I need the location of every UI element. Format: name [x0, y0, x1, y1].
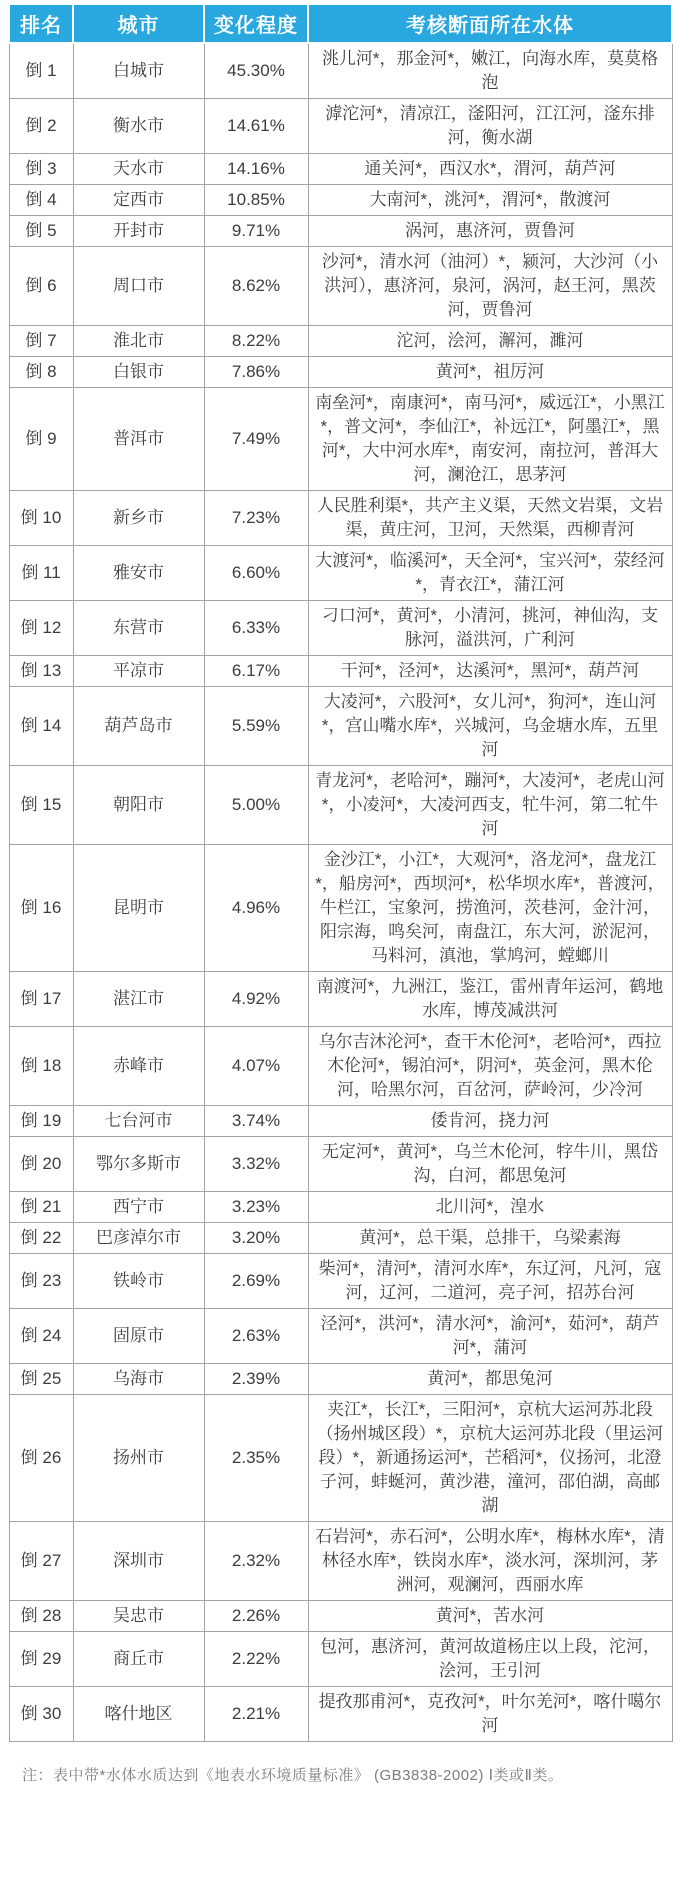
city-cell: 赤峰市: [73, 1027, 204, 1106]
table-row: [9, 154, 672, 185]
waters-cell: 滹沱河*，清凉江，滏阳河，江江河，滏东排河，衡水湖: [308, 99, 672, 154]
waters-cell: 沙河*，清水河（油河）*，颍河，大沙河（小洪河），惠济河，泉河，涡河，赵王河，黑茨河，贾鲁河: [308, 247, 672, 326]
city-cell: 扬州市: [73, 1395, 204, 1522]
table-row: [9, 388, 672, 491]
city-cell: 周口市: [73, 247, 204, 326]
city-cell: 定西市: [73, 185, 204, 216]
rank-cell: 倒 25: [9, 1364, 73, 1395]
table-row: [9, 687, 672, 766]
table-row: [9, 1254, 672, 1309]
waters-cell: 泾河*，洪河*，清水河*，渝河*，茹河*，葫芦河*，蒲河: [308, 1309, 672, 1364]
waters-cell: 南垒河*，南康河*，南马河*，威远江*，小黑江*，普文河*，李仙江*，补远江*，阿墨江*，黑河*，大中河水库*，南安河，南拉河，普洱大河，澜沧江，思茅河: [308, 388, 672, 491]
table-row: [9, 546, 672, 601]
waters-cell: 青龙河*，老哈河*，蹦河*，大凌河*，老虎山河*，小凌河*，大凌河西支，牤牛河，第二牤牛河: [308, 766, 672, 845]
waters-cell: 石岩河*，赤石河*，公明水库*，梅林水库*，清林径水库*，铁岗水库*，淡水河，深圳河，茅洲河，观澜河，西丽水库: [308, 1522, 672, 1601]
rank-cell: 倒 11: [9, 546, 73, 601]
change-cell: 2.39%: [204, 1364, 308, 1395]
rank-cell: 倒 17: [9, 972, 73, 1027]
table-row: [9, 1687, 672, 1742]
change-cell: 2.22%: [204, 1632, 308, 1687]
change-cell: 7.86%: [204, 357, 308, 388]
table-row: [9, 1106, 672, 1137]
city-cell: 深圳市: [73, 1522, 204, 1601]
waters-cell: 黄河*，苦水河: [308, 1601, 672, 1632]
city-cell: 雅安市: [73, 546, 204, 601]
waters-cell: 洮儿河*，那金河*，嫩江，向海水库，莫莫格泡: [308, 43, 672, 99]
waters-cell: 金沙江*，小江*，大观河*，洛龙河*，盘龙江*，船房河*，西坝河*，松华坝水库*，普渡河，牛栏江，宝象河，捞渔河，茨巷河，金汁河，阳宗海，鸣矣河，南盘江，东大河，淤泥河，马料河，滇池，掌鸠河，螳螂川: [308, 845, 672, 972]
change-cell: 7.23%: [204, 491, 308, 546]
column-header-change: 变化程度: [204, 4, 308, 43]
waters-cell: 倭肯河，挠力河: [308, 1106, 672, 1137]
waters-cell: 大凌河*，六股河*，女儿河*，狗河*，连山河*，宫山嘴水库*，兴城河，乌金塘水库，五里河: [308, 687, 672, 766]
city-cell: 西宁市: [73, 1192, 204, 1223]
table-row: [9, 1364, 672, 1395]
change-cell: 45.30%: [204, 43, 308, 99]
rank-cell: 倒 20: [9, 1137, 73, 1192]
city-cell: 铁岭市: [73, 1254, 204, 1309]
change-cell: 6.17%: [204, 656, 308, 687]
change-cell: 2.35%: [204, 1395, 308, 1522]
change-cell: 3.32%: [204, 1137, 308, 1192]
rank-cell: 倒 13: [9, 656, 73, 687]
table-row: [9, 43, 672, 99]
city-cell: 乌海市: [73, 1364, 204, 1395]
change-cell: 3.74%: [204, 1106, 308, 1137]
rank-cell: 倒 26: [9, 1395, 73, 1522]
rank-cell: 倒 14: [9, 687, 73, 766]
table-row: [9, 247, 672, 326]
rank-cell: 倒 6: [9, 247, 73, 326]
rank-cell: 倒 8: [9, 357, 73, 388]
column-header-rank: 排名: [9, 4, 73, 43]
change-cell: 4.92%: [204, 972, 308, 1027]
waters-cell: 黄河*，都思兔河: [308, 1364, 672, 1395]
change-cell: 2.69%: [204, 1254, 308, 1309]
waters-cell: 乌尔吉沐沦河*，查干木伦河*，老哈河*，西拉木伦河*，锡泊河*，阴河*，英金河，黑木伦河，哈黑尔河，百岔河，萨岭河，少冷河: [308, 1027, 672, 1106]
column-header-city: 城市: [73, 4, 204, 43]
table-row: [9, 1522, 672, 1601]
waters-cell: 无定河*，黄河*，乌兰木伦河，牸牛川，黑岱沟，白河，都思兔河: [308, 1137, 672, 1192]
table-row: [9, 972, 672, 1027]
change-cell: 2.21%: [204, 1687, 308, 1742]
waters-cell: 北川河*，湟水: [308, 1192, 672, 1223]
waters-cell: 黄河*，祖厉河: [308, 357, 672, 388]
waters-cell: 大南河*，洮河*，渭河*，散渡河: [308, 185, 672, 216]
city-cell: 葫芦岛市: [73, 687, 204, 766]
city-cell: 东营市: [73, 601, 204, 656]
waters-cell: 沱河，浍河，澥河，濉河: [308, 326, 672, 357]
change-cell: 5.00%: [204, 766, 308, 845]
rank-cell: 倒 18: [9, 1027, 73, 1106]
table-row: [9, 216, 672, 247]
table-row: [9, 357, 672, 388]
change-cell: 5.59%: [204, 687, 308, 766]
city-cell: 商丘市: [73, 1632, 204, 1687]
table-row: [9, 656, 672, 687]
waters-cell: 大渡河*，临溪河*，天全河*，宝兴河*，荥经河*，青衣江*，蒲江河: [308, 546, 672, 601]
change-cell: 14.16%: [204, 154, 308, 185]
waters-cell: 南渡河*，九洲江，鉴江，雷州青年运河，鹤地水库，博茂减洪河: [308, 972, 672, 1027]
table-row: [9, 1223, 672, 1254]
table-header: [9, 4, 672, 43]
rank-cell: 倒 5: [9, 216, 73, 247]
change-cell: 10.85%: [204, 185, 308, 216]
table-row: [9, 845, 672, 972]
table-row: [9, 99, 672, 154]
rank-cell: 倒 27: [9, 1522, 73, 1601]
city-cell: 朝阳市: [73, 766, 204, 845]
waters-cell: 柴河*，清河*，清河水库*，东辽河，凡河，寇河，辽河，二道河，亮子河，招苏台河: [308, 1254, 672, 1309]
city-water-rank-table: [8, 3, 673, 1742]
rank-cell: 倒 23: [9, 1254, 73, 1309]
city-cell: 湛江市: [73, 972, 204, 1027]
table-row: [9, 766, 672, 845]
table-row: [9, 1027, 672, 1106]
city-cell: 衡水市: [73, 99, 204, 154]
rank-cell: 倒 22: [9, 1223, 73, 1254]
change-cell: 9.71%: [204, 216, 308, 247]
waters-cell: 人民胜利渠*，共产主义渠，天然文岩渠，文岩渠，黄庄河，卫河，天然渠，西柳青河: [308, 491, 672, 546]
rank-cell: 倒 29: [9, 1632, 73, 1687]
table-row: [9, 1137, 672, 1192]
city-cell: 固原市: [73, 1309, 204, 1364]
rank-cell: 倒 7: [9, 326, 73, 357]
city-cell: 白银市: [73, 357, 204, 388]
city-cell: 天水市: [73, 154, 204, 185]
change-cell: 2.32%: [204, 1522, 308, 1601]
city-cell: 淮北市: [73, 326, 204, 357]
city-cell: 七台河市: [73, 1106, 204, 1137]
change-cell: 7.49%: [204, 388, 308, 491]
rank-cell: 倒 24: [9, 1309, 73, 1364]
rank-cell: 倒 21: [9, 1192, 73, 1223]
rank-cell: 倒 10: [9, 491, 73, 546]
column-header-waters: 考核断面所在水体: [308, 4, 672, 43]
table-row: [9, 1192, 672, 1223]
waters-cell: 夹江*，长江*，三阳河*，京杭大运河苏北段（扬州城区段）*，京杭大运河苏北段（里运河段）*，新通扬运河*，芒稻河*，仪扬河，北澄子河，蚌蜒河，黄沙港，潼河，邵伯湖，高邮湖: [308, 1395, 672, 1522]
rank-cell: 倒 28: [9, 1601, 73, 1632]
change-cell: 4.96%: [204, 845, 308, 972]
rank-cell: 倒 12: [9, 601, 73, 656]
rank-cell: 倒 3: [9, 154, 73, 185]
table-row: [9, 1601, 672, 1632]
table-row: [9, 1395, 672, 1522]
change-cell: 6.60%: [204, 546, 308, 601]
change-cell: 8.22%: [204, 326, 308, 357]
city-cell: 鄂尔多斯市: [73, 1137, 204, 1192]
rank-cell: 倒 30: [9, 1687, 73, 1742]
city-cell: 开封市: [73, 216, 204, 247]
rank-cell: 倒 4: [9, 185, 73, 216]
city-cell: 白城市: [73, 43, 204, 99]
city-cell: 新乡市: [73, 491, 204, 546]
rank-cell: 倒 1: [9, 43, 73, 99]
change-cell: 3.23%: [204, 1192, 308, 1223]
waters-cell: 干河*，泾河*，达溪河*，黑河*，葫芦河: [308, 656, 672, 687]
rank-cell: 倒 19: [9, 1106, 73, 1137]
table-row: [9, 491, 672, 546]
header-row: [9, 4, 672, 43]
rank-cell: 倒 9: [9, 388, 73, 491]
change-cell: 8.62%: [204, 247, 308, 326]
waters-cell: 刁口河*，黄河*，小清河，挑河，神仙沟，支脉河，溢洪河，广利河: [308, 601, 672, 656]
city-cell: 昆明市: [73, 845, 204, 972]
footnote: 注：表中带*水体水质达到《地表水环境质量标准》 (GB3838-2002) Ⅰ类或Ⅱ类。: [22, 1767, 564, 1784]
city-cell: 平凉市: [73, 656, 204, 687]
change-cell: 14.61%: [204, 99, 308, 154]
waters-cell: 涡河，惠济河，贾鲁河: [308, 216, 672, 247]
change-cell: 3.20%: [204, 1223, 308, 1254]
rank-cell: 倒 16: [9, 845, 73, 972]
change-cell: 6.33%: [204, 601, 308, 656]
waters-cell: 黄河*，总干渠，总排干，乌梁素海: [308, 1223, 672, 1254]
city-cell: 巴彦淖尔市: [73, 1223, 204, 1254]
waters-cell: 通关河*，西汉水*，渭河，葫芦河: [308, 154, 672, 185]
city-cell: 吴忠市: [73, 1601, 204, 1632]
waters-cell: 包河，惠济河，黄河故道杨庄以上段，沱河，浍河，王引河: [308, 1632, 672, 1687]
change-cell: 4.07%: [204, 1027, 308, 1106]
waters-cell: 提孜那甫河*，克孜河*，叶尔羌河*，喀什噶尔河: [308, 1687, 672, 1742]
table-row: [9, 1632, 672, 1687]
city-cell: 普洱市: [73, 388, 204, 491]
table-row: [9, 1309, 672, 1364]
table-row: [9, 326, 672, 357]
change-cell: 2.26%: [204, 1601, 308, 1632]
rank-cell: 倒 2: [9, 99, 73, 154]
table-row: [9, 601, 672, 656]
city-cell: 喀什地区: [73, 1687, 204, 1742]
rank-cell: 倒 15: [9, 766, 73, 845]
table-row: [9, 185, 672, 216]
table-body: [9, 43, 672, 1742]
change-cell: 2.63%: [204, 1309, 308, 1364]
